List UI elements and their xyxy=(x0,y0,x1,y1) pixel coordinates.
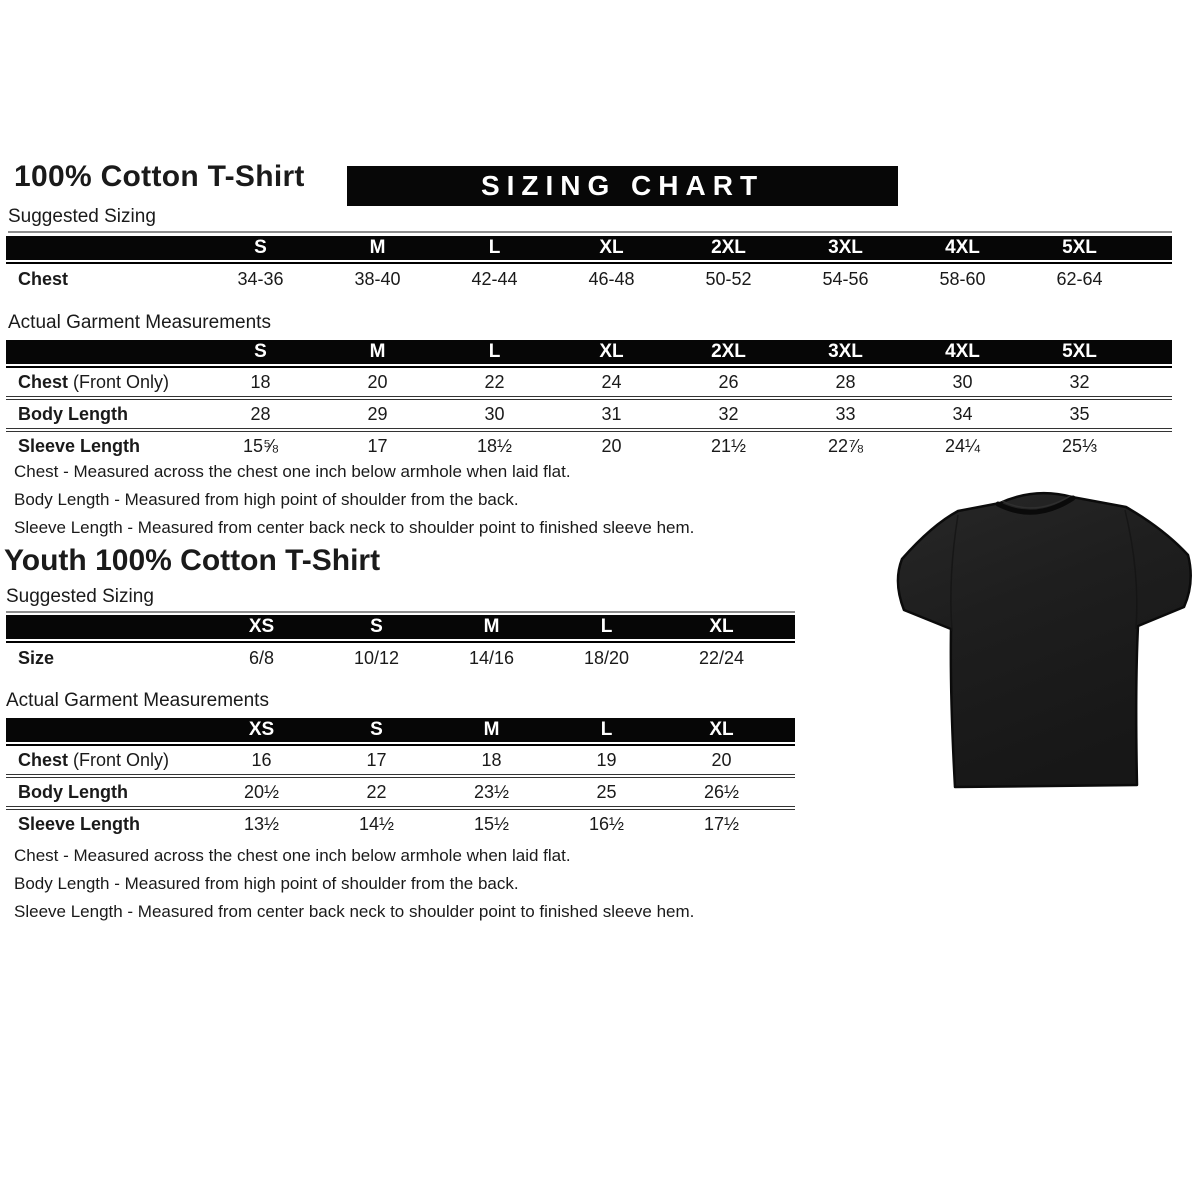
note-line: Sleeve Length - Measured from center back neck to shoulder point to finished sleeve hem. xyxy=(14,518,695,537)
filler-cell xyxy=(779,774,795,806)
header-filler xyxy=(1138,340,1172,366)
measurement-cell: 32 xyxy=(1021,366,1138,396)
size-column-header: XL xyxy=(553,340,670,366)
measurement-cell: 25 xyxy=(549,774,664,806)
measurement-cell: 21½ xyxy=(670,428,787,460)
measurement-cell: 13½ xyxy=(204,806,319,838)
header-row xyxy=(6,718,795,744)
youth-suggested-sizing-label: Suggested Sizing xyxy=(6,586,795,613)
header-row xyxy=(6,615,795,641)
measurement-cell: 15⅝ xyxy=(202,428,319,460)
header-spacer xyxy=(6,718,204,744)
filler-cell xyxy=(1138,428,1172,460)
measurement-cell: 24¼ xyxy=(904,428,1021,460)
row-label: Size xyxy=(6,641,204,673)
table-row xyxy=(6,641,795,673)
size-column-header: XS xyxy=(204,718,319,744)
measurement-cell: 25⅓ xyxy=(1021,428,1138,460)
measurement-cell: 29 xyxy=(319,396,436,428)
size-column-header: 3XL xyxy=(787,236,904,262)
table-row xyxy=(6,744,795,774)
adult-suggested-sizing-label: Suggested Sizing xyxy=(8,206,1172,233)
note-line: Sleeve Length - Measured from center back neck to shoulder point to finished sleeve hem. xyxy=(14,902,695,921)
measurement-cell: 10/12 xyxy=(319,641,434,673)
youth-actual-table xyxy=(6,718,795,838)
measurement-cell: 18 xyxy=(202,366,319,396)
filler-cell xyxy=(1138,262,1172,294)
size-column-header: S xyxy=(319,718,434,744)
adult-actual-table xyxy=(6,340,1172,460)
row-label: Sleeve Length xyxy=(6,428,202,460)
size-column-header: 2XL xyxy=(670,236,787,262)
size-column-header: L xyxy=(549,718,664,744)
measurement-cell: 16½ xyxy=(549,806,664,838)
note-line: Body Length - Measured from high point of shoulder from the back. xyxy=(14,490,519,509)
measurement-cell: 31 xyxy=(553,396,670,428)
size-column-header: M xyxy=(434,615,549,641)
measurement-cell: 46-48 xyxy=(553,262,670,294)
measurement-cell: 32 xyxy=(670,396,787,428)
row-label: Chest (Front Only) xyxy=(6,744,204,774)
measurement-cell: 20 xyxy=(553,428,670,460)
size-column-header: S xyxy=(202,236,319,262)
page-title: 100% Cotton T-Shirt xyxy=(14,160,305,193)
measurement-cell: 24 xyxy=(553,366,670,396)
table-row xyxy=(6,262,1172,294)
filler-cell xyxy=(779,641,795,673)
measurement-cell: 26 xyxy=(670,366,787,396)
measurement-cell: 28 xyxy=(202,396,319,428)
measurement-cell: 26½ xyxy=(664,774,779,806)
note-line: Chest - Measured across the chest one inch below armhole when laid flat. xyxy=(14,846,571,865)
tshirt-image xyxy=(892,487,1198,801)
size-column-header: L xyxy=(549,615,664,641)
measurement-cell: 17 xyxy=(319,744,434,774)
header-spacer xyxy=(6,236,202,262)
youth-section-title: Youth 100% Cotton T-Shirt xyxy=(4,544,381,577)
filler-cell xyxy=(779,806,795,838)
measurement-cell: 18 xyxy=(434,744,549,774)
size-column-header: L xyxy=(436,236,553,262)
table-row xyxy=(6,366,1172,396)
measurement-cell: 19 xyxy=(549,744,664,774)
size-column-header: M xyxy=(434,718,549,744)
measurement-cell: 22 xyxy=(319,774,434,806)
measurement-cell: 35 xyxy=(1021,396,1138,428)
header-spacer xyxy=(6,615,204,641)
measurement-cell: 18½ xyxy=(436,428,553,460)
adult-measurement-notes xyxy=(14,458,694,542)
measurement-cell: 34 xyxy=(904,396,1021,428)
measurement-cell: 58-60 xyxy=(904,262,1021,294)
size-column-header: XL xyxy=(664,718,779,744)
measurement-cell: 20 xyxy=(319,366,436,396)
size-column-header: 2XL xyxy=(670,340,787,366)
measurement-cell: 62-64 xyxy=(1021,262,1138,294)
youth-actual-measurements-label: Actual Garment Measurements xyxy=(6,690,269,711)
row-label: Body Length xyxy=(6,774,204,806)
measurement-cell: 16 xyxy=(204,744,319,774)
sizing-chart-banner-text: SIZING CHART xyxy=(480,170,765,201)
size-column-header: 4XL xyxy=(904,340,1021,366)
measurement-cell: 15½ xyxy=(434,806,549,838)
header-filler xyxy=(779,615,795,641)
measurement-cell: 17 xyxy=(319,428,436,460)
size-column-header: S xyxy=(202,340,319,366)
measurement-cell: 22/24 xyxy=(664,641,779,673)
row-label: Sleeve Length xyxy=(6,806,204,838)
measurement-cell: 42-44 xyxy=(436,262,553,294)
table-row xyxy=(6,428,1172,460)
measurement-cell: 14½ xyxy=(319,806,434,838)
measurement-cell: 6/8 xyxy=(204,641,319,673)
measurement-cell: 54-56 xyxy=(787,262,904,294)
measurement-cell: 20½ xyxy=(204,774,319,806)
measurement-cell: 30 xyxy=(436,396,553,428)
size-column-header: 5XL xyxy=(1021,340,1138,366)
measurement-cell: 20 xyxy=(664,744,779,774)
table-row xyxy=(6,396,1172,428)
size-column-header: S xyxy=(319,615,434,641)
header-filler xyxy=(1138,236,1172,262)
measurement-cell: 18/20 xyxy=(549,641,664,673)
row-label: Chest xyxy=(6,262,202,294)
youth-suggested-table xyxy=(6,615,795,673)
header-spacer xyxy=(6,340,202,366)
measurement-cell: 28 xyxy=(787,366,904,396)
adult-actual-measurements-label: Actual Garment Measurements xyxy=(8,312,271,333)
filler-cell xyxy=(1138,396,1172,428)
size-column-header: 3XL xyxy=(787,340,904,366)
filler-cell xyxy=(1138,366,1172,396)
size-column-header: 5XL xyxy=(1021,236,1138,262)
header-row xyxy=(6,236,1172,262)
measurement-cell: 23½ xyxy=(434,774,549,806)
size-column-header: M xyxy=(319,340,436,366)
note-line: Chest - Measured across the chest one inch below armhole when laid flat. xyxy=(14,462,571,481)
header-row xyxy=(6,340,1172,366)
size-column-header: 4XL xyxy=(904,236,1021,262)
measurement-cell: 22⅞ xyxy=(787,428,904,460)
size-column-header: XS xyxy=(204,615,319,641)
table-row xyxy=(6,806,795,838)
measurement-cell: 22 xyxy=(436,366,553,396)
row-label: Chest (Front Only) xyxy=(6,366,202,396)
table-row xyxy=(6,774,795,806)
note-line: Body Length - Measured from high point of shoulder from the back. xyxy=(14,874,519,893)
size-column-header: XL xyxy=(664,615,779,641)
measurement-cell: 38-40 xyxy=(319,262,436,294)
header-filler xyxy=(779,718,795,744)
sizing-chart-banner xyxy=(347,166,898,206)
tshirt-silhouette xyxy=(898,493,1191,787)
row-label: Body Length xyxy=(6,396,202,428)
measurement-cell: 33 xyxy=(787,396,904,428)
measurement-cell: 34-36 xyxy=(202,262,319,294)
adult-suggested-table xyxy=(6,236,1172,294)
size-column-header: L xyxy=(436,340,553,366)
size-column-header: XL xyxy=(553,236,670,262)
measurement-cell: 30 xyxy=(904,366,1021,396)
size-column-header: M xyxy=(319,236,436,262)
filler-cell xyxy=(779,744,795,774)
measurement-cell: 14/16 xyxy=(434,641,549,673)
measurement-cell: 50-52 xyxy=(670,262,787,294)
measurement-cell: 17½ xyxy=(664,806,779,838)
youth-measurement-notes xyxy=(14,842,694,926)
